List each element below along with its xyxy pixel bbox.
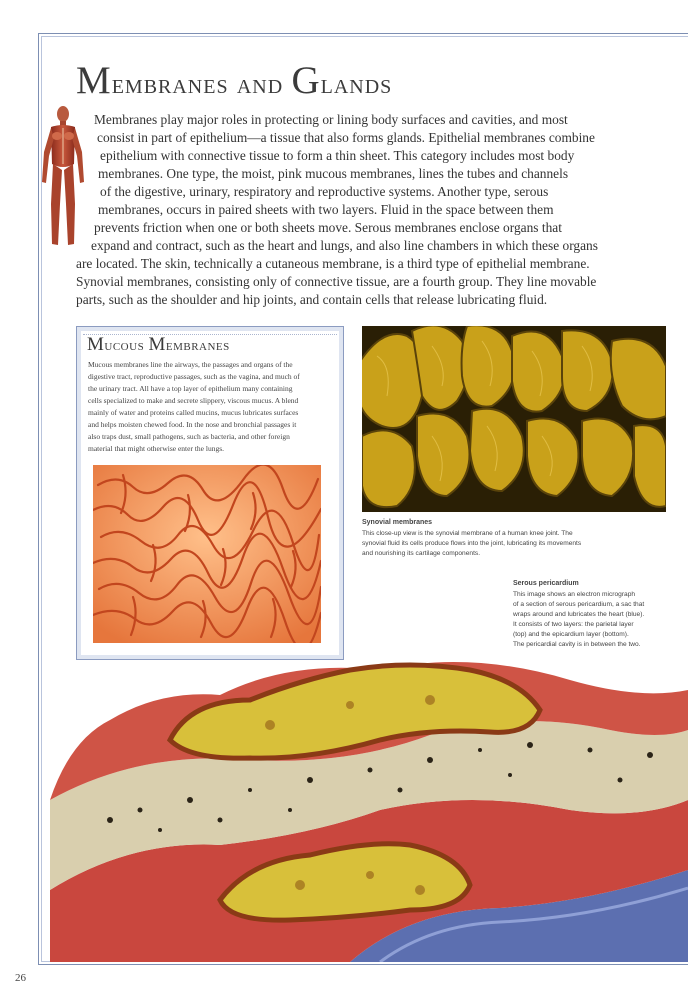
synovial-caption-line: This close-up view is the synovial membrane of a human knee joint. The xyxy=(362,530,573,537)
mucous-text-line: cells specialized to make and secrete slippery, viscous mucus. A blend xyxy=(88,396,299,405)
intro-line: of the digestive, urinary, respiratory and reproductive systems. Another type, serous xyxy=(100,184,549,199)
intro-line: epithelium with connective tissue to form a thin sheet. This category includes most body xyxy=(100,148,575,163)
serous-caption-line: This image shows an electron micrograph xyxy=(513,591,636,598)
intro-line: are located. The skin, technically a cutaneous membrane, is a third type of epithelial membrane. xyxy=(76,256,590,271)
serous-caption-line: It consists of two layers: the parietal layer xyxy=(513,621,634,628)
serous-caption-line: of a section of serous pericardium, a sac that xyxy=(513,601,645,608)
serous-caption-title: Serous pericardium xyxy=(513,580,579,587)
mucous-text-line: and helps moisten chewed food. In the nose and bronchial passages it xyxy=(88,420,297,429)
mucous-membranes-title: Mucous Membranes xyxy=(87,334,230,355)
page-number: 26 xyxy=(15,972,26,984)
synovial-caption-line: synovial fluid its cells produce flows into the joint, lubricating its movements xyxy=(362,540,582,547)
mucous-membrane-micrograph xyxy=(93,465,321,643)
intro-line: Membranes play major roles in protecting or lining body surfaces and cavities, and most xyxy=(94,112,568,127)
intro-line: Synovial membranes, consisting only of connective tissue, are a fourth group. They line movable xyxy=(76,274,597,289)
synovial-caption-title: Synovial membranes xyxy=(362,519,433,526)
serous-pericardium-micrograph xyxy=(50,640,688,962)
page-title: Membranes and Glands xyxy=(76,59,393,102)
intro-line: parts, such as the shoulder and hip joints, and contain cells that release lubricating fluid. xyxy=(76,292,548,307)
mucous-text-line: also traps dust, small pathogens, such as bacteria, and other foreign xyxy=(88,432,290,441)
serous-caption-line: The pericardial cavity is in between the two. xyxy=(513,641,641,648)
synovial-membrane-micrograph xyxy=(362,326,666,512)
mucous-text-line: material that might otherwise enter the lungs. xyxy=(88,444,225,453)
intro-line: expand and contract, such as the heart and lungs, and also line chambers in which these organs xyxy=(91,238,598,253)
serous-caption-line: (top) and the epicardium layer (bottom). xyxy=(513,631,629,638)
mucous-text-line: digestive tract, reproductive passages, such as the vagina, and much of xyxy=(88,372,300,381)
mucous-text-line: Mucous membranes line the airways, the passages and organs of the xyxy=(88,360,293,369)
intro-line: membranes. One type, the moist, pink mucous membranes, lines the tubes and channels xyxy=(98,166,569,181)
intro-line: consist in part of epithelium—a tissue that also forms glands. Epithelial membranes combine xyxy=(97,130,595,145)
synovial-caption-line: and nourishing its cartilage components. xyxy=(362,550,481,557)
intro-paragraph xyxy=(0,0,688,320)
intro-line: prevents friction when one or both sheets move. Serous membranes enclose organs that xyxy=(94,220,562,235)
intro-line: membranes, occurs in paired sheets with two layers. Fluid in the space between them xyxy=(98,202,554,217)
mucous-text-line: mainly of water and proteins called mucins, mucus lubricates surfaces xyxy=(88,408,299,417)
mucous-text-line: the urinary tract. All have a top layer of epithelium many containing xyxy=(88,384,293,393)
serous-caption-line: wraps around and lubricates the heart (blue). xyxy=(513,611,645,618)
